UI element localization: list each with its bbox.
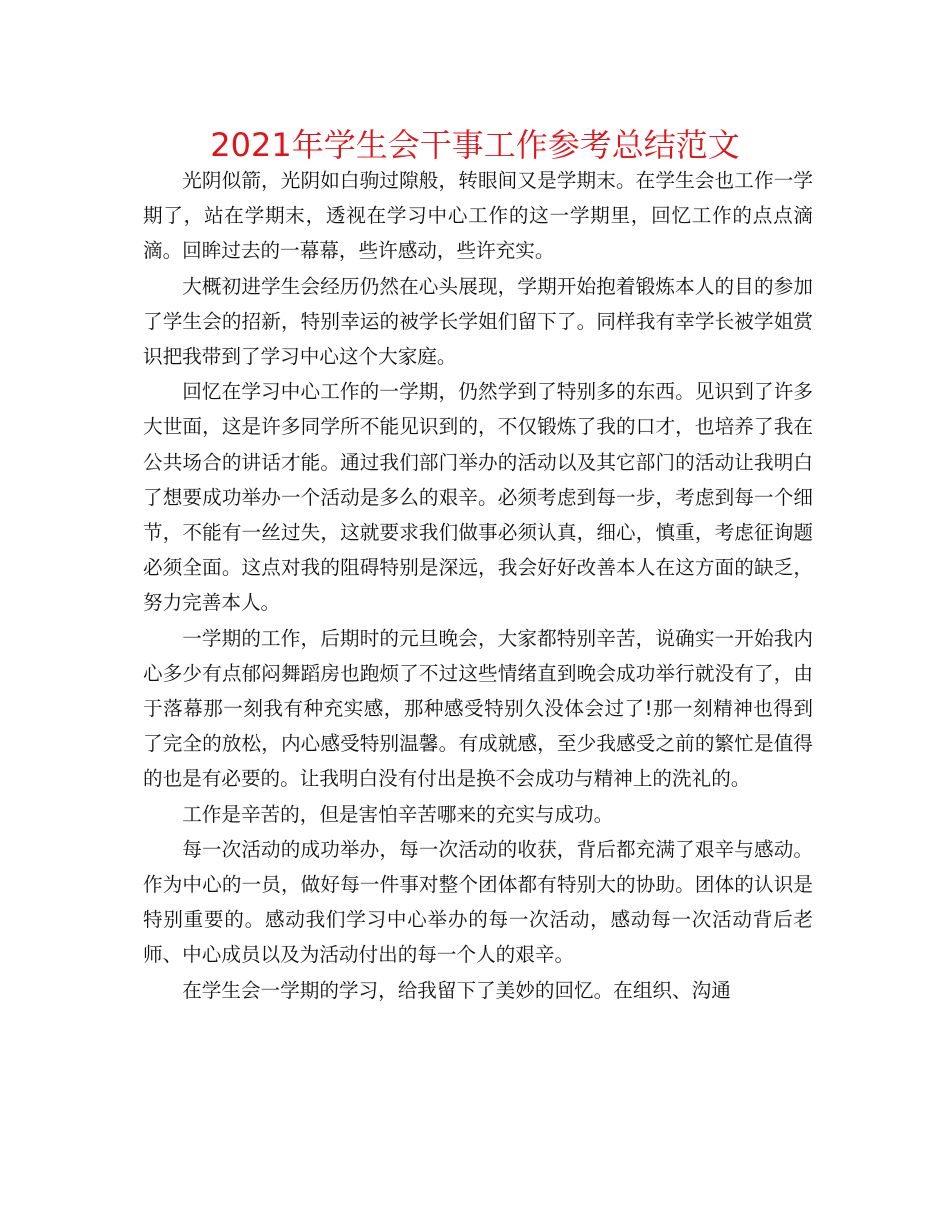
paragraph: 每一次活动的成功举办，每一次活动的收获，背后都充满了艰辛与感动。作为中心的一员，做好每一件事对整个团体都有特别大的协助。团体的认识是特别重要的。感动我们学习中心举办的每一次活动，感动每一次活动背后老师、中心成员以及为活动付出的每一个人的艰辛。 [143, 837, 813, 967]
paragraph: 在学生会一学期的学习，给我留下了美妙的回忆。在组织、沟通 [182, 978, 731, 1002]
document-title: 2021年学生会干事工作参考总结范文 [210, 126, 740, 164]
paragraph: 工作是辛苦的，但是害怕辛苦哪来的充实与成功。 [182, 802, 614, 826]
document-body [143, 163, 813, 1008]
paragraph: 一学期的工作，后期时的元旦晚会，大家都特别辛苦，说确实一开始我内心多少有点郁闷舞蹈房也跑烦了不过这些情绪直到晚会成功举行就没有了，由于落幕那一刻我有种充实感，那种感受特别久没体会过了!那一刻精神也得到了完全的放松，内心感受特别温馨。有成就感，至少我感受之前的繁忙是值得的也是有必要的。让我明白没有付出是换不会成功与精神上的洗礼的。 [143, 626, 813, 791]
paragraph: 光阴似箭，光阴如白驹过隙般，转眼间又是学期末。在学生会也工作一学期了，站在学期末，透视在学习中心工作的这一学期里，回忆工作的点点滴滴。回眸过去的一幕幕，些许感动，些许充实。 [143, 169, 813, 263]
paragraph: 回忆在学习中心工作的一学期，仍然学到了特别多的东西。见识到了许多大世面，这是许多同学所不能见识到的，不仅锻炼了我的口才，也培养了我在公共场合的讲话才能。通过我们部门举办的活动以及其它部门的活动让我明白了想要成功举办一个活动是多么的艰辛。必须考虑到每一步，考虑到每一个细节，不能有一丝过失，这就要求我们做事必须认真，细心，慎重，考虑征询题必须全面。这点对我的阻碍特别是深远，我会好好改善本人在这方面的缺乏，努力完善本人。 [143, 380, 813, 615]
paragraph: 大概初进学生会经历仍然在心头展现，学期开始抱着锻炼本人的目的参加了学生会的招新，特别幸运的被学长学姐们留下了。同样我有幸学长被学姐赏识把我带到了学习中心这个大家庭。 [143, 274, 813, 369]
